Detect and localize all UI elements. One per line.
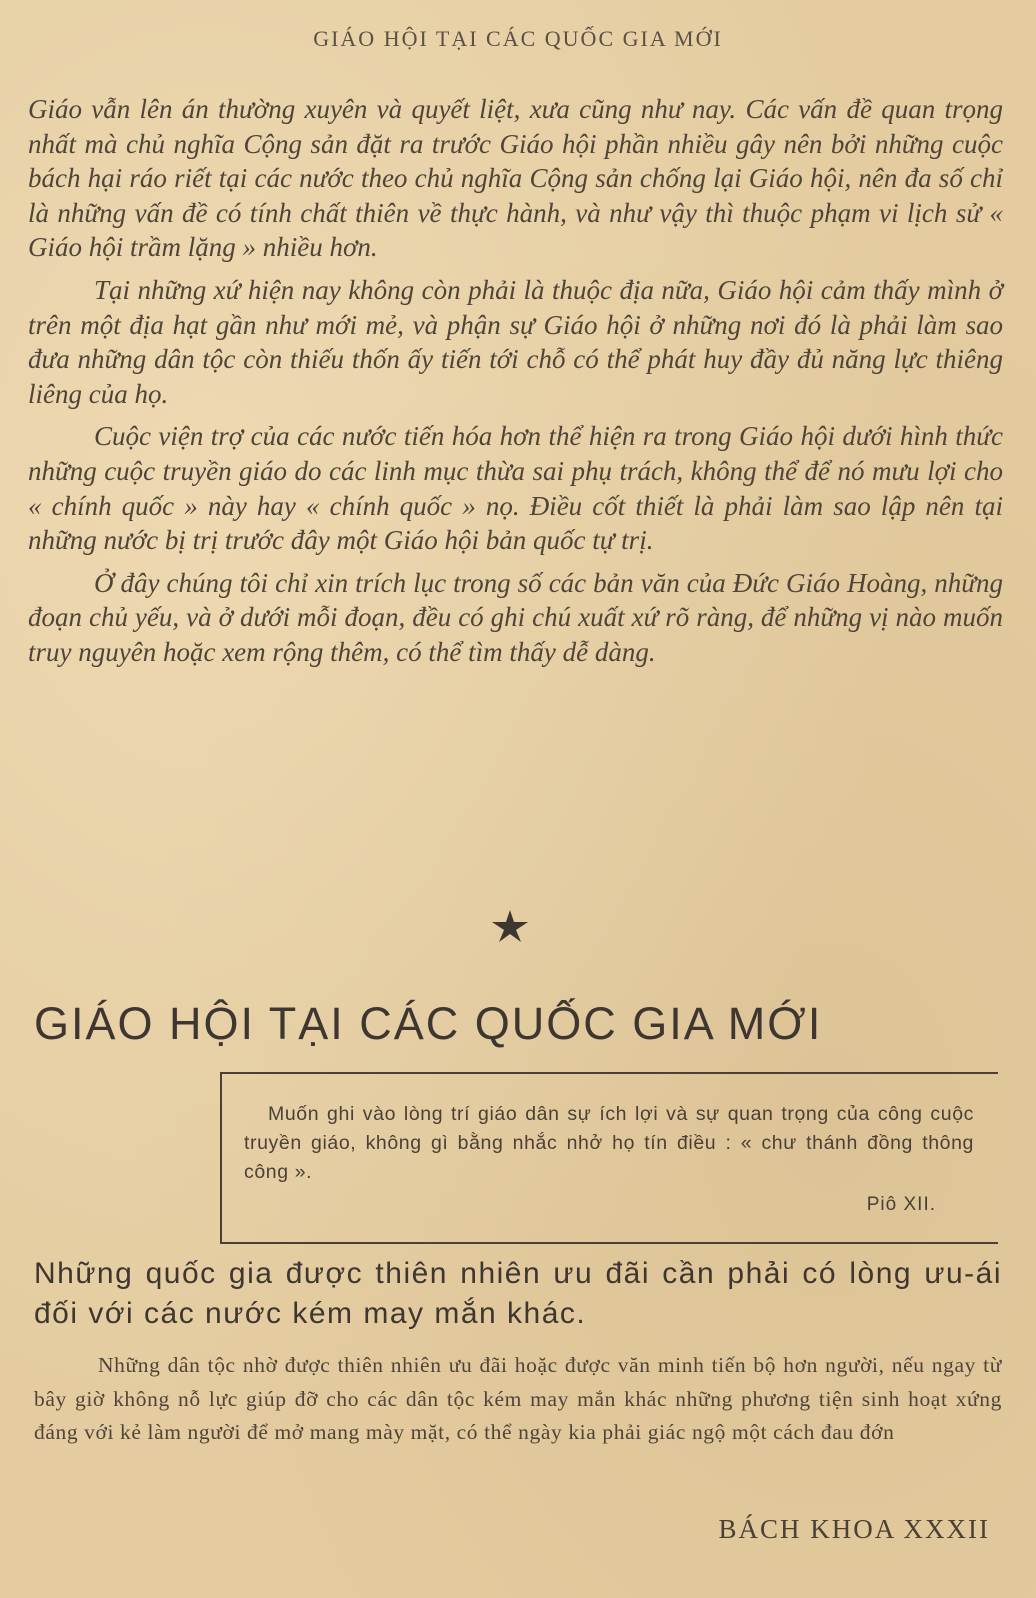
running-head: GIÁO HỘI TẠI CÁC QUỐC GIA MỚI [313,26,723,51]
star-ornament-icon [490,908,530,944]
paragraph: Ở đây chúng tôi chỉ xin trích lục trong số các bản văn của Đức Giáo Hoàng, những đoạn chủ yếu, và ở dưới mỗi đoạn, đều có ghi chú xuất xứ rõ ràng, để những vị nào muốn truy nguyên hoặc xem rộng thêm, có thể tìm thấy dễ dàng. [28,567,1003,667]
paragraph: Những dân tộc nhờ được thiên nhiên ưu đãi hoặc được văn minh tiến bộ hơn người, nếu ngay từ bây giờ không nỗ lực giúp đỡ cho các dân tộc kém may mắn khác những phương tiện sinh hoạt xứng đáng với kẻ làm người để mở mang mày mặt, có thể ngày kia phải giác ngộ một cách đau đớn [34,1353,1002,1444]
lower-text [34,1349,1002,1450]
quote-box [220,1072,998,1244]
paragraph: Tại những xứ hiện nay không còn phải là thuộc địa nữa, Giáo hội cảm thấy mình ở trên một địa hạt gần như mới mẻ, và phận sự Giáo hội ở những nơi đó là phải làm sao đưa những dân tộc còn thiếu thốn ấy tiến tới chỗ có thể phát huy đầy đủ năng lực thiêng liêng của họ. [28,274,1003,409]
section-title: GIÁO HỘI TẠI CÁC QUỐC GIA MỚI [34,998,823,1049]
page-footer: BÁCH KHOA XXXII [718,1514,990,1544]
quote-body: Muốn ghi vào lòng trí giáo dân sự ích lợi và sự quan trọng của công cuộc truyền giáo, không gì bằng nhắc nhở họ tín điều : « chư thánh đồng thông công ». [244,1103,974,1183]
body-text [28,92,1003,678]
paragraph: Giáo vẫn lên án thường xuyên và quyết liệt, xưa cũng như nay. Các vấn đề quan trọng nhất mà chủ nghĩa Cộng sản đặt ra trước Giáo hội phần nhiều gây nên bởi những cuộc bách hại ráo riết tại các nước theo chủ nghĩa Cộng sản chống lại Giáo hội, nên đa số chỉ là những vấn đề có tính chất thiên về thực hành, và như vậy thì thuộc phạm vi lịch sử « Giáo hội trầm lặng » nhiều hơn. [28,94,1003,263]
subheading: Những quốc gia được thiên nhiên ưu đãi cần phải có lòng ưu-ái đối với các nước kém may mắn khác. [34,1257,1002,1330]
paragraph: Cuộc viện trợ của các nước tiến hóa hơn thể hiện ra trong Giáo hội dưới hình thức những cuộc truyền giáo do các linh mục thừa sai phụ trách, không thể để nó mưu lợi cho « chính quốc » này hay « chính quốc » nọ. Điều cốt thiết là phải làm sao lập nên tại những nước bị trị trước đây một Giáo hội bản quốc tự trị. [28,421,1003,556]
quote-author: Piô XII. [866,1194,936,1215]
quote-text [244,1100,974,1187]
